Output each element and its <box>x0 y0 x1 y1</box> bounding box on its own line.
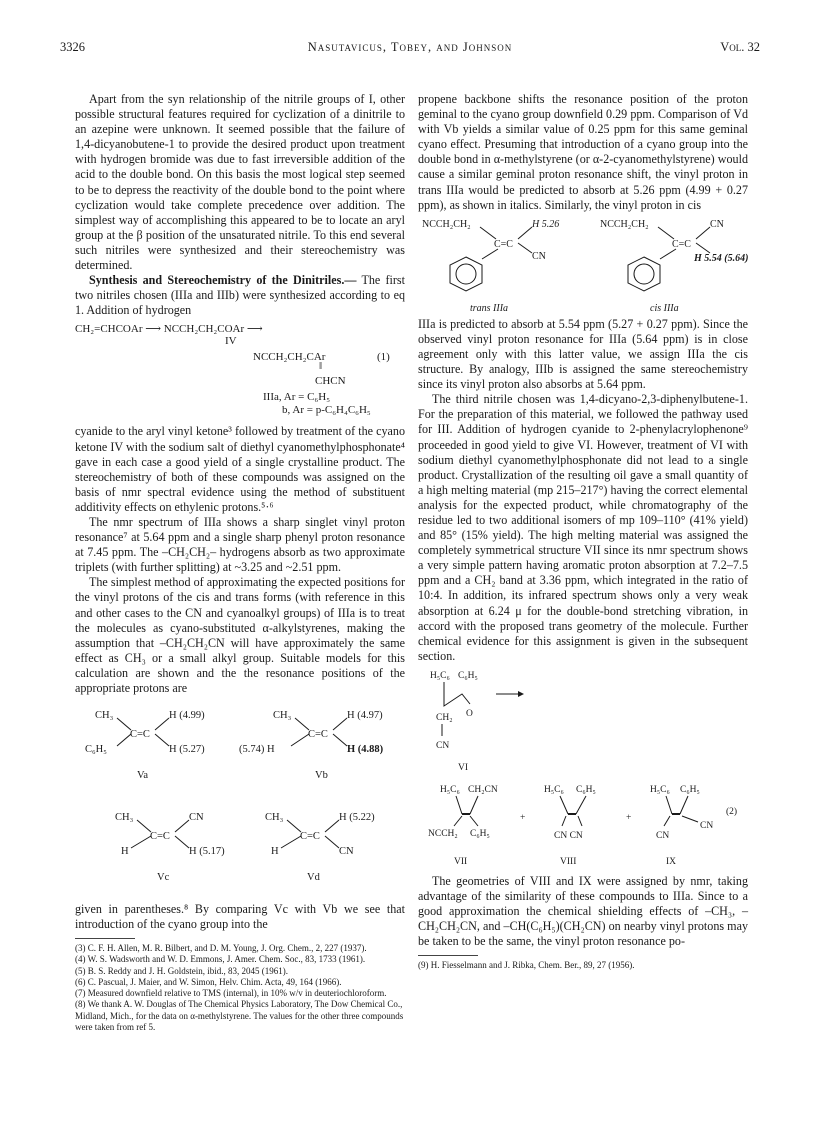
paragraph: IIIa is predicted to absorb at 5.54 ppm (5.27 + 0.27 ppm). Since the observed vinyl proton resonance for IIIa (5.64 ppm) is in close agreement only with this latter value, we assign IIIa the cis structure. By analogy, IIIb is assigned the same stereochemistry since its vinyl proton also absorbs at 5.64 ppm. <box>418 316 748 392</box>
sub: CH₂CN <box>468 784 498 795</box>
structures-iiia <box>418 213 748 317</box>
atom: C=C <box>494 238 513 250</box>
eq-number: (1) <box>377 351 390 364</box>
sub: H (5.27) <box>169 744 205 756</box>
sub: C₆H₅ <box>576 784 596 795</box>
page-number: 3326 <box>60 40 85 54</box>
sub: CN <box>656 830 670 841</box>
paragraph: The third nitrile chosen was 1,4-dicyano-2,3-diphenylbutene-1. For the preparation of this material, we followed the pathway used for III. Addition of hydrogen cyanide to 2-phenylacrylophenone⁹ proceeded in good yield to give VI. However, treatment of VI with sodium diethyl cyanomethylphosphonate did not lead to a single product. Crystallization of the resulting oil gave a small quantity of a high melting material (mp 215–217°) having the correct elemental analysis for the expected product, while chromatography of the residue led to two additional isomers of mp 109–110° (41% yield) and 85° (15% yield). The high melting material was assigned the completely symmetrical structure VII since its nmr spectrum shows a very simple pattern having aromatic proton absorption at 7.2–7.5 ppm and a CH₂ band at 3.36 ppm, which integrated in the ratio of 10:4. In addition, its infrared spectrum shows only a very weak absorption at 6.24 μ for the double-bond stretching vibration, in accord with the proposed trans geometry of the molecule. Further chemical evidence for this assignment is given in the subsequent section. <box>418 392 748 663</box>
footnote: (9) H. Fiesselmann and J. Ribka, Chem. Ber., 89, 27 (1956). <box>418 960 635 971</box>
sub: CN <box>532 250 546 262</box>
plus-sign: + <box>520 812 526 823</box>
eq-line: CH₂=CHCOAr ⟶ NCCH₂CH₂COAr ⟶ <box>75 323 263 336</box>
sub: H (4.88) <box>347 744 384 756</box>
sub: O <box>466 708 473 719</box>
sub: H <box>271 846 279 858</box>
structure-diagram <box>418 213 748 317</box>
struct-label: Vc <box>157 872 170 884</box>
sub: H₅C₆ <box>440 784 460 795</box>
sub: H₅C₆ <box>650 784 670 795</box>
paragraph: The nmr spectrum of IIIa shows a sharp singlet vinyl proton resonance⁷ at 5.64 ppm and a single sharp phenyl proton resonance at 7.45 ppm. The –CH₂CH₂– hydrogens absorb as two approximate triplets (with further splitting) at ~3.25 and ~2.51 ppm. <box>75 514 405 575</box>
sub: H <box>121 846 129 858</box>
struct-label: IX <box>666 856 677 867</box>
eq-label: b, Ar = p-C₆H₄C₆H₅ <box>282 404 371 417</box>
sub: H₅C₆ <box>430 670 450 681</box>
sub: H (5.22) <box>339 812 375 824</box>
eq-label: IV <box>225 335 237 348</box>
sub: CH₃ <box>265 812 284 824</box>
struct-label: trans IIIa <box>470 302 509 314</box>
footnotes <box>418 960 748 971</box>
sub: C₆H₅ <box>680 784 700 795</box>
struct-vd <box>265 812 375 883</box>
sub: (5.74) H <box>239 744 275 756</box>
eq-product: CHCN <box>315 375 346 388</box>
sub: CH₃ <box>273 710 292 722</box>
sub: NCCH₂CH₂ <box>600 218 649 230</box>
paragraph-text: The first two nitriles chosen (IIIa and IIIb) were synthesized according to eq 1. Addition of hydrogen <box>75 273 405 318</box>
eq-number: (2) <box>726 806 738 817</box>
struct-label: VII <box>454 856 468 867</box>
paragraph: Apart from the syn relationship of the nitrile groups of I, other possible structural features required for cyclization of a dinitrile to an azepine were unknown. It seemed possible that the failure of 1,4-dicyanobutene-1 to provide the desired product upon treatment with hydrogen bromide was due to fast irreversible addition of the acid to the double bond. On this basis the most logical step seemed to be to depress the reactivity of the double bond to the point where cyclization would take complete precedence over addition. The simplest way of accomplishing this appeared to be to locate an aryl group at the β position of the unsaturated nitrile. To this end several such nitriles were synthesized and their stereochemistry was determined. <box>75 92 405 273</box>
sub: H (4.99) <box>169 710 205 722</box>
footnote: (7) Measured downfield relative to TMS (internal), in 10% w/v in deuteriochloroform. <box>75 988 387 999</box>
eq-product: NCCH₂CH₂CAr <box>253 351 326 364</box>
footnote-rule <box>75 938 135 939</box>
sub: H (5.17) <box>189 846 225 858</box>
paragraph <box>75 273 405 318</box>
sub: CN <box>436 740 450 751</box>
footnote: (4) W. S. Wadsworth and W. D. Emmons, J. Amer. Chem. Soc., 83, 1733 (1961). <box>75 954 366 965</box>
atom: C=C <box>150 831 170 843</box>
sub: C₆H₅ <box>470 828 490 839</box>
eq-label: IIIa, Ar = C₆H₅ <box>263 391 331 404</box>
paragraph: cyanide to the aryl vinyl ketone³ followed by treatment of the cyano ketone IV with the sodium salt of diethyl cyanomethylphosphonate⁴ gave in each case a good yield of a single crystalline product. The stereochemistry of both of these compounds was assigned on the basis of nmr spectral evidence using the method of substituent additivity effects on ethylenic protons.⁵·⁶ <box>75 424 405 514</box>
atom: C=C <box>308 729 328 741</box>
atom: C=C <box>300 831 320 843</box>
running-header <box>60 40 760 58</box>
right-column <box>418 92 748 972</box>
struct-vii <box>428 785 498 867</box>
sub: C₆H₅ <box>85 744 107 756</box>
sub: CN <box>189 812 204 824</box>
struct-ix <box>650 785 737 867</box>
footnote: (6) C. Pascual, J. Maier, and W. Simon, Helv. Chim. Acta, 49, 164 (1966). <box>75 976 342 987</box>
struct-label: cis IIIa <box>650 302 679 314</box>
struct-va <box>85 710 205 781</box>
structure-diagram <box>75 696 405 902</box>
sub: H (4.97) <box>347 710 383 722</box>
section-heading: Synthesis and Stereochemistry of the Dinitriles.— <box>89 273 357 288</box>
struct-viii <box>544 785 596 867</box>
footnote: (5) B. S. Reddy and J. H. Goldstein, ibid., 83, 2045 (1961). <box>75 965 288 976</box>
sub: H₅C₆ <box>544 784 564 795</box>
sub: CN CN <box>554 830 583 841</box>
paragraph: The geometries of VIII and IX were assigned by nmr, taking advantage of the similarity of these compounds to IIIa. Since to a good approximation the chemical shielding effects of –CH₃, –CH₂CH₂CN, and –CH(C₆H₅)(CH₂CN) on nearby vinyl protons may be taken to be the same, the vinyl proton resonance po- <box>418 873 748 949</box>
struct-trans-iiia <box>422 219 559 314</box>
footnotes <box>75 943 405 1033</box>
atom: C=C <box>130 729 150 741</box>
atom: C=C <box>672 238 691 250</box>
sub: CN <box>339 846 354 858</box>
struct-vi <box>430 671 524 773</box>
footnote-rule <box>418 955 478 956</box>
sub: NCCH₂CH₂ <box>422 218 471 230</box>
sub: H 5.26 <box>532 218 560 230</box>
sub: CN <box>700 820 714 831</box>
struct-label: VIII <box>560 856 577 867</box>
scheme-2 <box>418 664 748 874</box>
structures-v <box>75 696 405 902</box>
sub: NCCH₂ <box>428 828 458 839</box>
sub: CH₂ <box>436 712 453 723</box>
struct-cis-iiia <box>600 219 748 314</box>
authors: Nasutavicus, Tobey, and Johnson <box>307 40 513 54</box>
footnote: (3) C. F. H. Allen, M. R. Bilbert, and D. M. Young, J. Org. Chem., 2, 227 (1937). <box>75 943 367 954</box>
paragraph: given in parentheses.⁸ By comparing Vc with Vb we see that introduction of the cyano group into the <box>75 902 405 932</box>
paragraph: propene backbone shifts the resonance position of the proton geminal to the cyano group downfield 0.29 ppm. Comparison of Vd with Vb yields a similar value of 0.25 ppm for this same geminal cyano effect. Presuming that introduction of a cyano group into the double bond in α-methylstyrene (or α-2-cyanomethylstyrene) would cause a similar geminal proton resonance shift, the vinyl proton in trans IIIa would be predicted to absorb at 5.26 ppm (4.99 + 0.27 ppm), as shown in italics. Similarly, the vinyl proton in cis <box>418 92 748 212</box>
volume: Vol. 32 <box>720 40 760 54</box>
struct-label: Vb <box>315 770 328 782</box>
sub: C₆H₅ <box>458 670 478 681</box>
left-column <box>75 92 405 1033</box>
footnote: (8) We thank A. W. Douglas of The Chemical Physics Laboratory, The Dow Chemical Co., Midland, Mich., for the data on α-methylstyrene. The values for the other three compounds were taken from ref 5. <box>75 999 404 1032</box>
equation-1 <box>75 322 405 418</box>
plus-sign: + <box>626 812 632 823</box>
double-bond: ‖ <box>319 360 323 373</box>
scheme-diagram <box>418 664 748 874</box>
sub: H 5.54 (5.64) <box>694 252 748 264</box>
struct-label: VI <box>458 762 469 773</box>
sub: CN <box>710 218 724 230</box>
struct-label: Vd <box>307 872 320 884</box>
struct-vb <box>239 710 384 781</box>
sub: CH₃ <box>115 812 134 824</box>
struct-vc <box>115 812 225 883</box>
paragraph: The simplest method of approximating the expected positions for the vinyl protons of the cis and trans forms (with reference in this and other cases to the CN and cyanoalkyl groups) of IIIa is to treat the molecules as cyano-substituted α-alkylstyrenes, making the assumption that –CH₂CH₂CN will have approximately the same effect as CH₃ or a small alkyl group. Suitable models for this calculation are shown and the the resonance positions of the appropriate protons are <box>75 575 405 695</box>
sub: CH₃ <box>95 710 114 722</box>
struct-label: Va <box>137 770 149 782</box>
